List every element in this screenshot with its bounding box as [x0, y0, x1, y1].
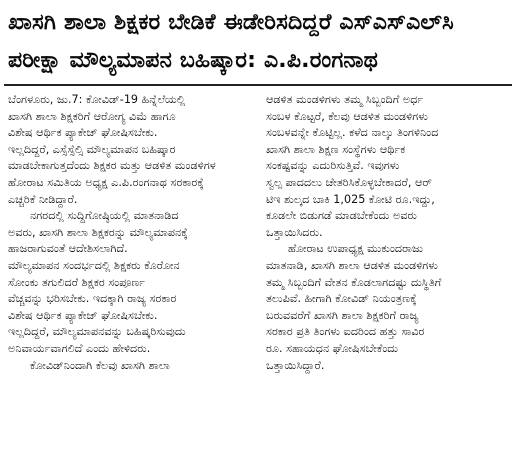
article-line: ನಗರದಲ್ಲಿ ಸುದ್ದಿಗೋಷ್ಠಿಯಲ್ಲಿ ಮಾತನಾಡಿದ [30, 209, 179, 223]
article-line: ವೆಚ್ಚವನ್ನು ಭರಿಸಬೇಕು. ಇದಕ್ಕಾಗಿ ರಾಜ್ಯ ಸರಕಾರ [8, 292, 177, 306]
article-right-column [266, 92, 510, 374]
article-line: ವಿಶೇಷ ಆರ್ಥಿಕ ಪ್ಯಾಕೇಜ್ ಘೋಷಿಸಬೇಕು. [8, 308, 158, 322]
article-body [8, 92, 510, 374]
article-line: ತಲುಪಿವೆ. ಹೀಗಾಗಿ ಕೋವಿಡ್ ನಿಯಂತ್ರಣಕ್ಕೆ [266, 292, 417, 306]
article-line: ಕೋವಿಡ್‌ನಿಂದಾಗಿ ಕೆಲವು ಖಾಸಗಿ ಶಾಲಾ [30, 358, 170, 372]
article-line: ಇಲ್ಲದಿದ್ದರೆ, ಮೌಲ್ಯಮಾಪನವನ್ನು ಬಹಿಷ್ಕರಿಸುವುದು [8, 325, 186, 339]
article-line: ವಿಶೇಷ ಆರ್ಥಿಕ ಪ್ಯಾಕೇಜ್ ಘೋಷಿಸಬೇಕು. [8, 126, 158, 140]
article-line: ಮೌಲ್ಯಮಾಪನ ಸಂದರ್ಭದಲ್ಲಿ ಶಿಕ್ಷಕರು ಕೊರೋನ [8, 258, 180, 272]
article-line: ರೂ. ಸಹಾಯಧನ ಘೋಷಿಸಬೇಕೆಂದು [266, 341, 399, 355]
article-line: ಸಂಕಷ್ಟವನ್ನು ಎದುರಿಸುತ್ತಿವೆ. ಇವುಗಳು [266, 159, 400, 173]
article-line: ಕೂಡಲೇ ಬಿಡುಗಡೆ ಮಾಡಬೇಕೆಂದು ಅವರು [266, 209, 417, 223]
article-line: ಹೋರಾಟ ಸಮಿತಿಯ ಅಧ್ಯಕ್ಷ ಎ.ಪಿ.ರಂಗನಾಥ ಸರಕಾರಕ್ಕೆ [8, 175, 204, 189]
article-line: ಬೆಂಗಳೂರು, ಜು.7: ಕೋವಿಡ್-19 ಹಿನ್ನೆಲೆಯಲ್ಲಿ [8, 93, 186, 106]
article-line: ಬರುವವರೆಗೆ ಖಾಸಗಿ ಶಾಲಾ ಶಿಕ್ಷಕರಿಗೆ ರಾಜ್ಯ [266, 308, 419, 322]
headline-divider [4, 84, 512, 86]
article-line: ಒತ್ತಾಯಿಸಿದ್ದಾರೆ. [266, 358, 325, 372]
article-line: ಮಾಡಬೇಕಾಗುತ್ತದೆಂದು ಶಿಕ್ಷಕರ ಮತ್ತು ಆಡಳಿತ ಮಂಡಳಿಗಳ [8, 159, 216, 173]
article-line: ಆಡಳಿತ ಮಂಡಳಿಗಳು ತಮ್ಮ ಸಿಬ್ಬಂದಿಗೆ ಅರ್ಧ [266, 93, 424, 106]
article-line: ಸಂಬಳವನ್ನೇ ಕೊಟ್ಟಿಲ್ಲ. ಕಳೆದ ನಾಲ್ಕು ತಿಂಗಳಿನಿಂದ [266, 126, 439, 140]
headline-line-2: ಪರೀಕ್ಷಾ ಮೌಲ್ಯಮಾಪನ ಬಹಿಷ್ಕಾರ: ಎ.ಪಿ.ರಂಗನಾಥ [8, 48, 379, 73]
article-left-column [8, 92, 252, 374]
article-line: ಹೋರಾಟ ಉಪಾಧ್ಯಕ್ಷ ಮುಕುಂದರಾಜು [288, 242, 424, 256]
article-line: ಅನಿವಾರ್ಯವಾಗಲಿದೆ ಎಂದು ಹೇಳಿದರು. [8, 341, 151, 355]
article-line: ಅವರು, ಖಾಸಗಿ ಶಾಲಾ ಶಿಕ್ಷಕರನ್ನು ಮೌಲ್ಯಮಾಪನಕ್ಕೆ [8, 225, 188, 239]
article-line: ಎಚ್ಚರಿಕೆ ನೀಡಿದ್ದಾರೆ. [8, 192, 78, 206]
article-line: ಮಾತನಾಡಿ, ಖಾಸಗಿ ಶಾಲಾ ಆಡಳಿತ ಮಂಡಳಿಗಳು [266, 258, 438, 272]
article-line: ಒತ್ತಾಯಿಸಿದರು. [266, 225, 323, 239]
headline-line-1: ಖಾಸಗಿ ಶಾಲಾ ಶಿಕ್ಷಕರ ಬೇಡಿಕೆ ಈಡೇರಿಸದಿದ್ದರೆ ಎಸ್‌ಎಸ್‌ಎಲ್‌ಸಿ [8, 10, 454, 35]
article-line: ತಮ್ಮ ಸಿಬ್ಬಂದಿಗೆ ವೇತನ ಕೊಡಲಾಗದಷ್ಟು ದುಸ್ಥಿತಿಗೆ [266, 275, 442, 289]
headline [8, 4, 510, 80]
article-line: ಇಲ್ಲದಿದ್ದರೆ, ಎಸ್ಸೆಸ್ಸೆಲ್ಸಿ ಮೌಲ್ಯಮಾಪನ ಬಹಿಷ್ಕಾರ [8, 142, 176, 156]
article-line: ಸ್ವಲ್ಪ ಪಾದದಲು ಚೇತರಿಸಿಕೊಳ್ಳಬೇಕಾದರೆ, ಆರ್ [266, 175, 432, 189]
article-line: ಟಿಇ ಶುಲ್ಕದ ಬಾಕಿ 1,025 ಕೋಟಿ ರೂ.ಇದ್ದು, [266, 192, 435, 206]
article-line: ಸರಕಾರ ಪ್ರತಿ ತಿಂಗಳು ಐದರಿಂದ ಹತ್ತು ಸಾವಿರ [266, 325, 425, 339]
article-line: ಸಂಬಳ ಕೊಟ್ಟರೆ, ಕೆಲವು ಆಡಳಿತ ಮಂಡಳಿಗಳು [266, 109, 428, 123]
article-line: ಖಾಸಗಿ ಶಾಲಾ ಶಿಕ್ಷಕರಿಗೆ ಆರೋಗ್ಯ ವಿಮೆ ಹಾಗೂ [8, 109, 176, 123]
article-line: ಖಾಸಗಿ ಶಾಲಾ ಶಿಕ್ಷಣ ಸಂಸ್ಥೆಗಳು ಆರ್ಥಿಕ [266, 142, 406, 156]
article-line: ಹಾಜರಾಗುವಂತೆ ಆದೇಶಿಸಲಾಗಿದೆ. [8, 242, 128, 256]
article-line: ಸೋಂಕು ತಗುಲಿದರೆ ಶಿಕ್ಷಕರ ಸಂಪೂರ್ಣ [8, 275, 146, 289]
